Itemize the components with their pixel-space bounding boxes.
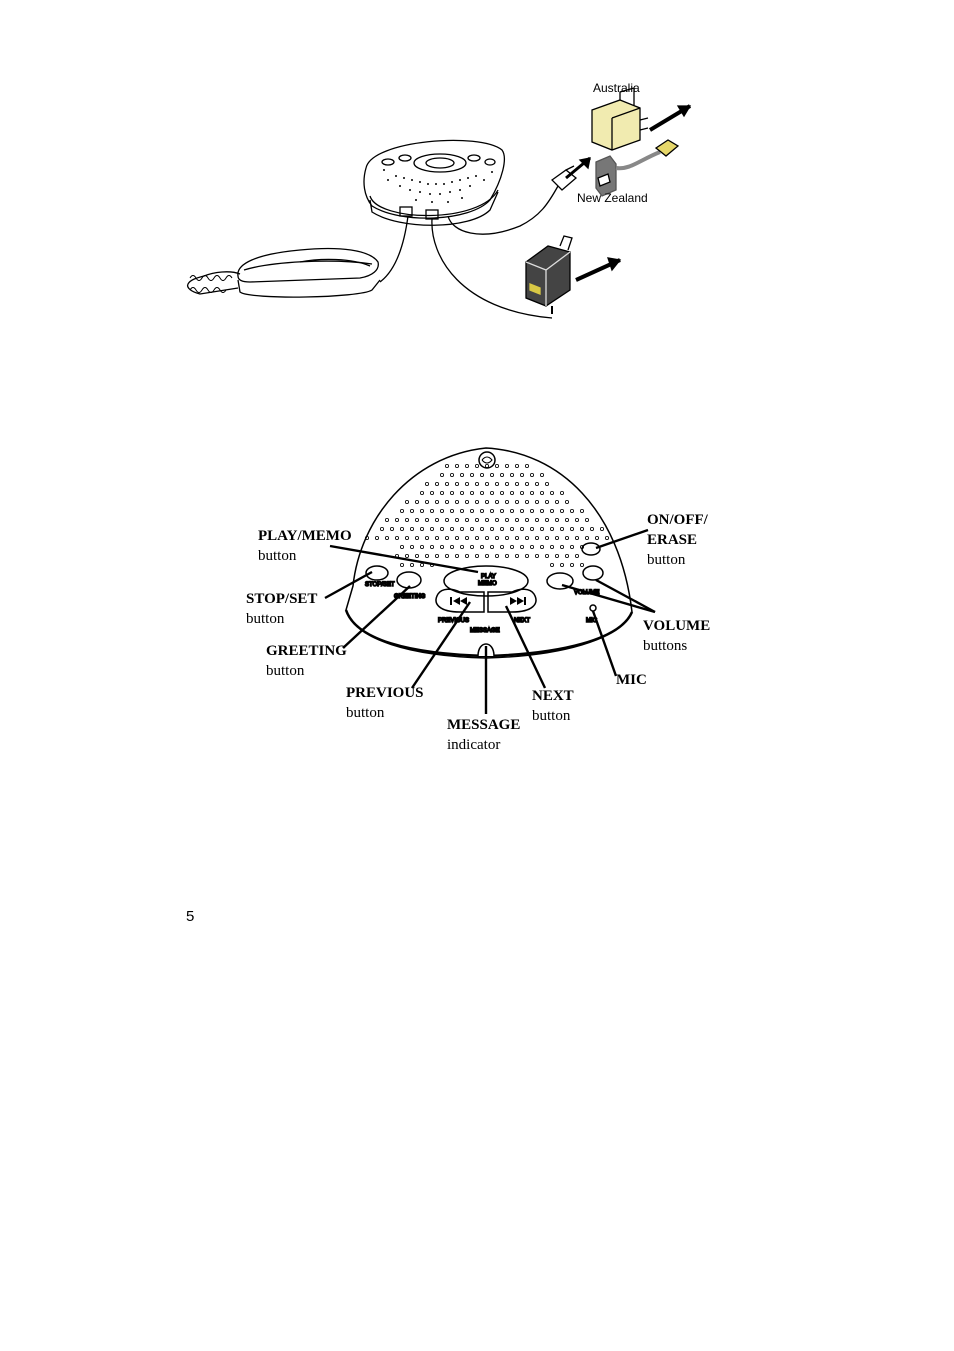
device-label-previous: PREVIOUS [438,618,470,624]
device-label-volume: VOLUME [574,590,600,596]
label-new-zealand: New Zealand [577,191,648,205]
callout-volume: VOLUME buttons [643,618,711,654]
callout-mic: MIC [616,672,647,688]
answering-machine-front-view [346,448,632,658]
page-number: 5 [186,908,195,925]
device-label-message: MESSAGE [470,628,500,634]
device-label-greeting: GREETING [394,594,426,600]
device-label-next: NEXT [514,618,531,624]
callout-next: NEXT button [532,688,574,724]
device-label-play: PLAY [481,574,496,580]
callout-message: MESSAGE indicator [447,717,521,753]
label-australia: Australia [593,81,640,95]
device-label-stop-set: STOP/SET [365,582,395,588]
device-label-memo: MEMO [478,581,497,587]
callout-stop-set: STOP/SET button [246,591,318,627]
callout-greeting: GREETING button [266,643,347,679]
callout-on-off-erase: ON/OFF/ ERASE button [647,512,708,568]
device-label-mic: MIC [586,618,597,624]
callout-play-memo: PLAY/MEMO button [258,528,352,564]
callout-previous: PREVIOUS button [346,685,424,721]
